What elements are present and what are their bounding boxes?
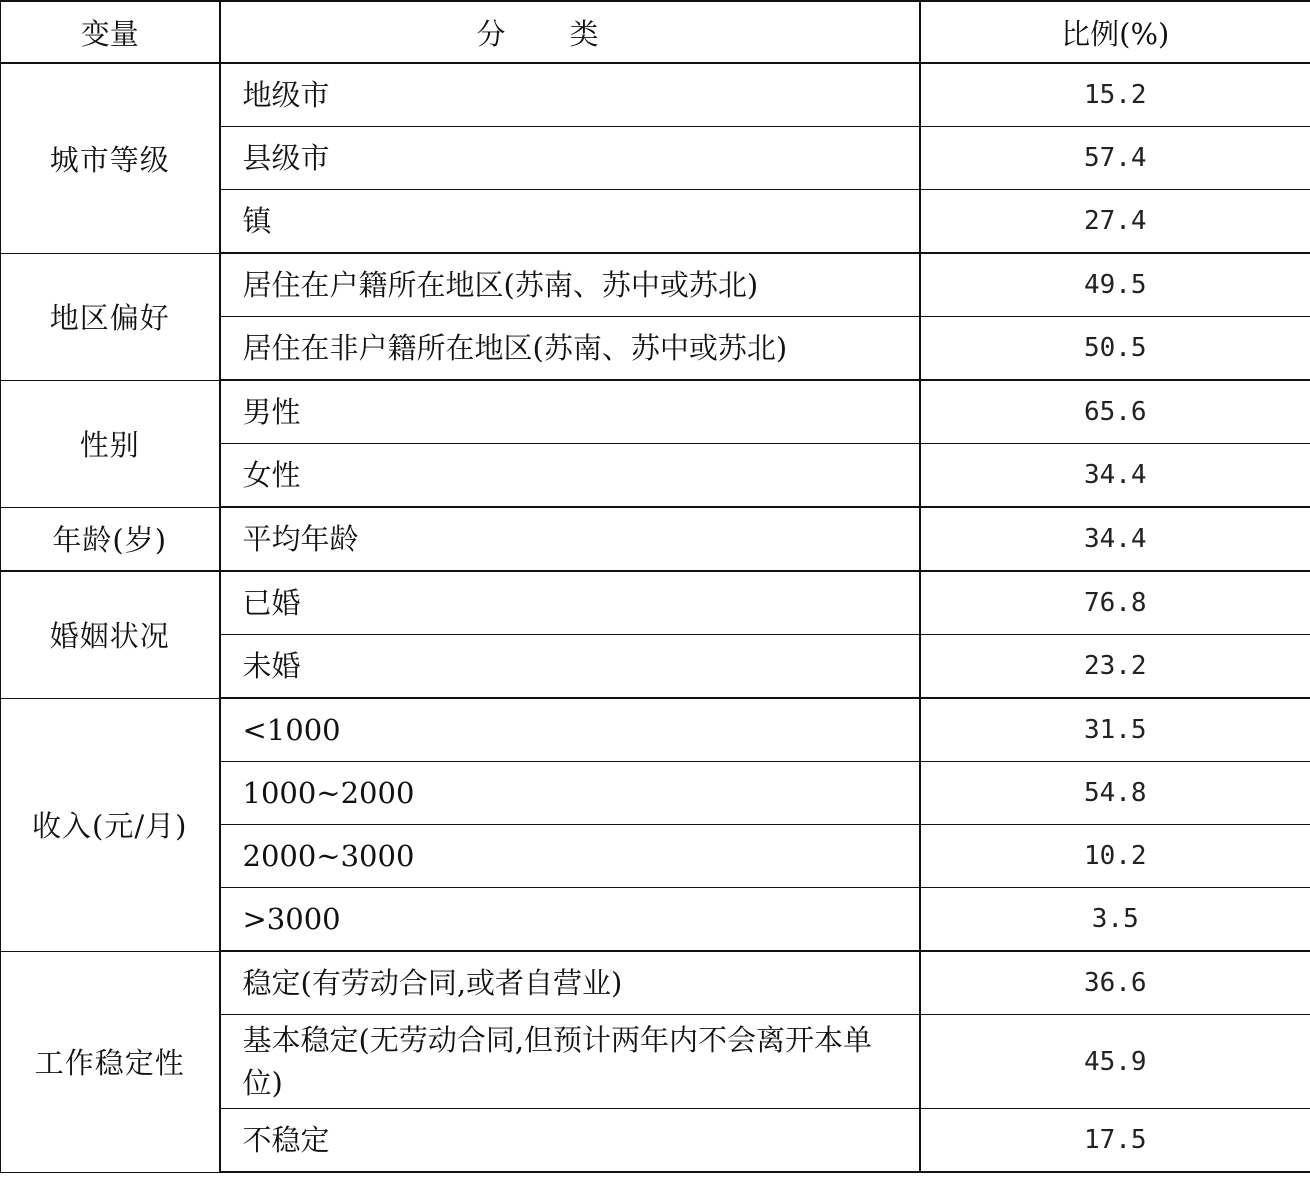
- table-row: [1, 63, 1310, 127]
- variable-cell: 城市等级: [1, 63, 220, 253]
- category-cell: 镇: [220, 190, 920, 254]
- ratio-cell: 34.4: [920, 507, 1310, 571]
- variable-cell: 地区偏好: [1, 253, 220, 380]
- category-cell: 2000~3000: [220, 825, 920, 888]
- table-row: [1, 951, 1310, 1015]
- ratio-cell: 15.2: [920, 63, 1310, 127]
- ratio-cell: 65.6: [920, 380, 1310, 444]
- ratio-cell: 10.2: [920, 825, 1310, 888]
- category-cell: 稳定(有劳动合同,或者自营业): [220, 951, 920, 1015]
- ratio-cell: 17.5: [920, 1109, 1310, 1173]
- ratio-cell: 45.9: [920, 1015, 1310, 1109]
- category-cell: 1000~2000: [220, 762, 920, 825]
- ratio-cell: 31.5: [920, 698, 1310, 762]
- category-cell: 县级市: [220, 127, 920, 190]
- table-row: [1, 571, 1310, 635]
- category-cell: 不稳定: [220, 1109, 920, 1173]
- ratio-cell: 3.5: [920, 888, 1310, 952]
- category-cell: 平均年龄: [220, 507, 920, 571]
- category-cell: 男性: [220, 380, 920, 444]
- table-row: [1, 698, 1310, 762]
- category-cell: 地级市: [220, 63, 920, 127]
- category-cell: 未婚: [220, 635, 920, 699]
- ratio-cell: 36.6: [920, 951, 1310, 1015]
- ratio-cell: 49.5: [920, 253, 1310, 317]
- ratio-cell: 76.8: [920, 571, 1310, 635]
- category-cell: 居住在非户籍所在地区(苏南、苏中或苏北): [220, 317, 920, 381]
- table-row: [1, 380, 1310, 444]
- table-row: [1, 253, 1310, 317]
- ratio-cell: 50.5: [920, 317, 1310, 381]
- header-category: 分类: [220, 1, 920, 63]
- variable-cell: 婚姻状况: [1, 571, 220, 698]
- category-cell: >3000: [220, 888, 920, 952]
- category-cell: 居住在户籍所在地区(苏南、苏中或苏北): [220, 253, 920, 317]
- category-cell: 女性: [220, 444, 920, 508]
- ratio-cell: 57.4: [920, 127, 1310, 190]
- category-cell: <1000: [220, 698, 920, 762]
- table-row: [1, 507, 1310, 571]
- ratio-cell: 27.4: [920, 190, 1310, 254]
- header-ratio: 比例(%): [920, 1, 1310, 63]
- variable-cell: 年龄(岁): [1, 507, 220, 571]
- ratio-cell: 23.2: [920, 635, 1310, 699]
- category-cell: 已婚: [220, 571, 920, 635]
- variable-cell: 工作稳定性: [1, 951, 220, 1172]
- header-variable: 变量: [1, 1, 220, 63]
- ratio-cell: 54.8: [920, 762, 1310, 825]
- ratio-cell: 34.4: [920, 444, 1310, 508]
- variable-cell: 收入(元/月): [1, 698, 220, 951]
- table-header-row: [1, 1, 1310, 63]
- variable-cell: 性别: [1, 380, 220, 507]
- category-cell: 基本稳定(无劳动合同,但预计两年内不会离开本单位): [220, 1015, 920, 1109]
